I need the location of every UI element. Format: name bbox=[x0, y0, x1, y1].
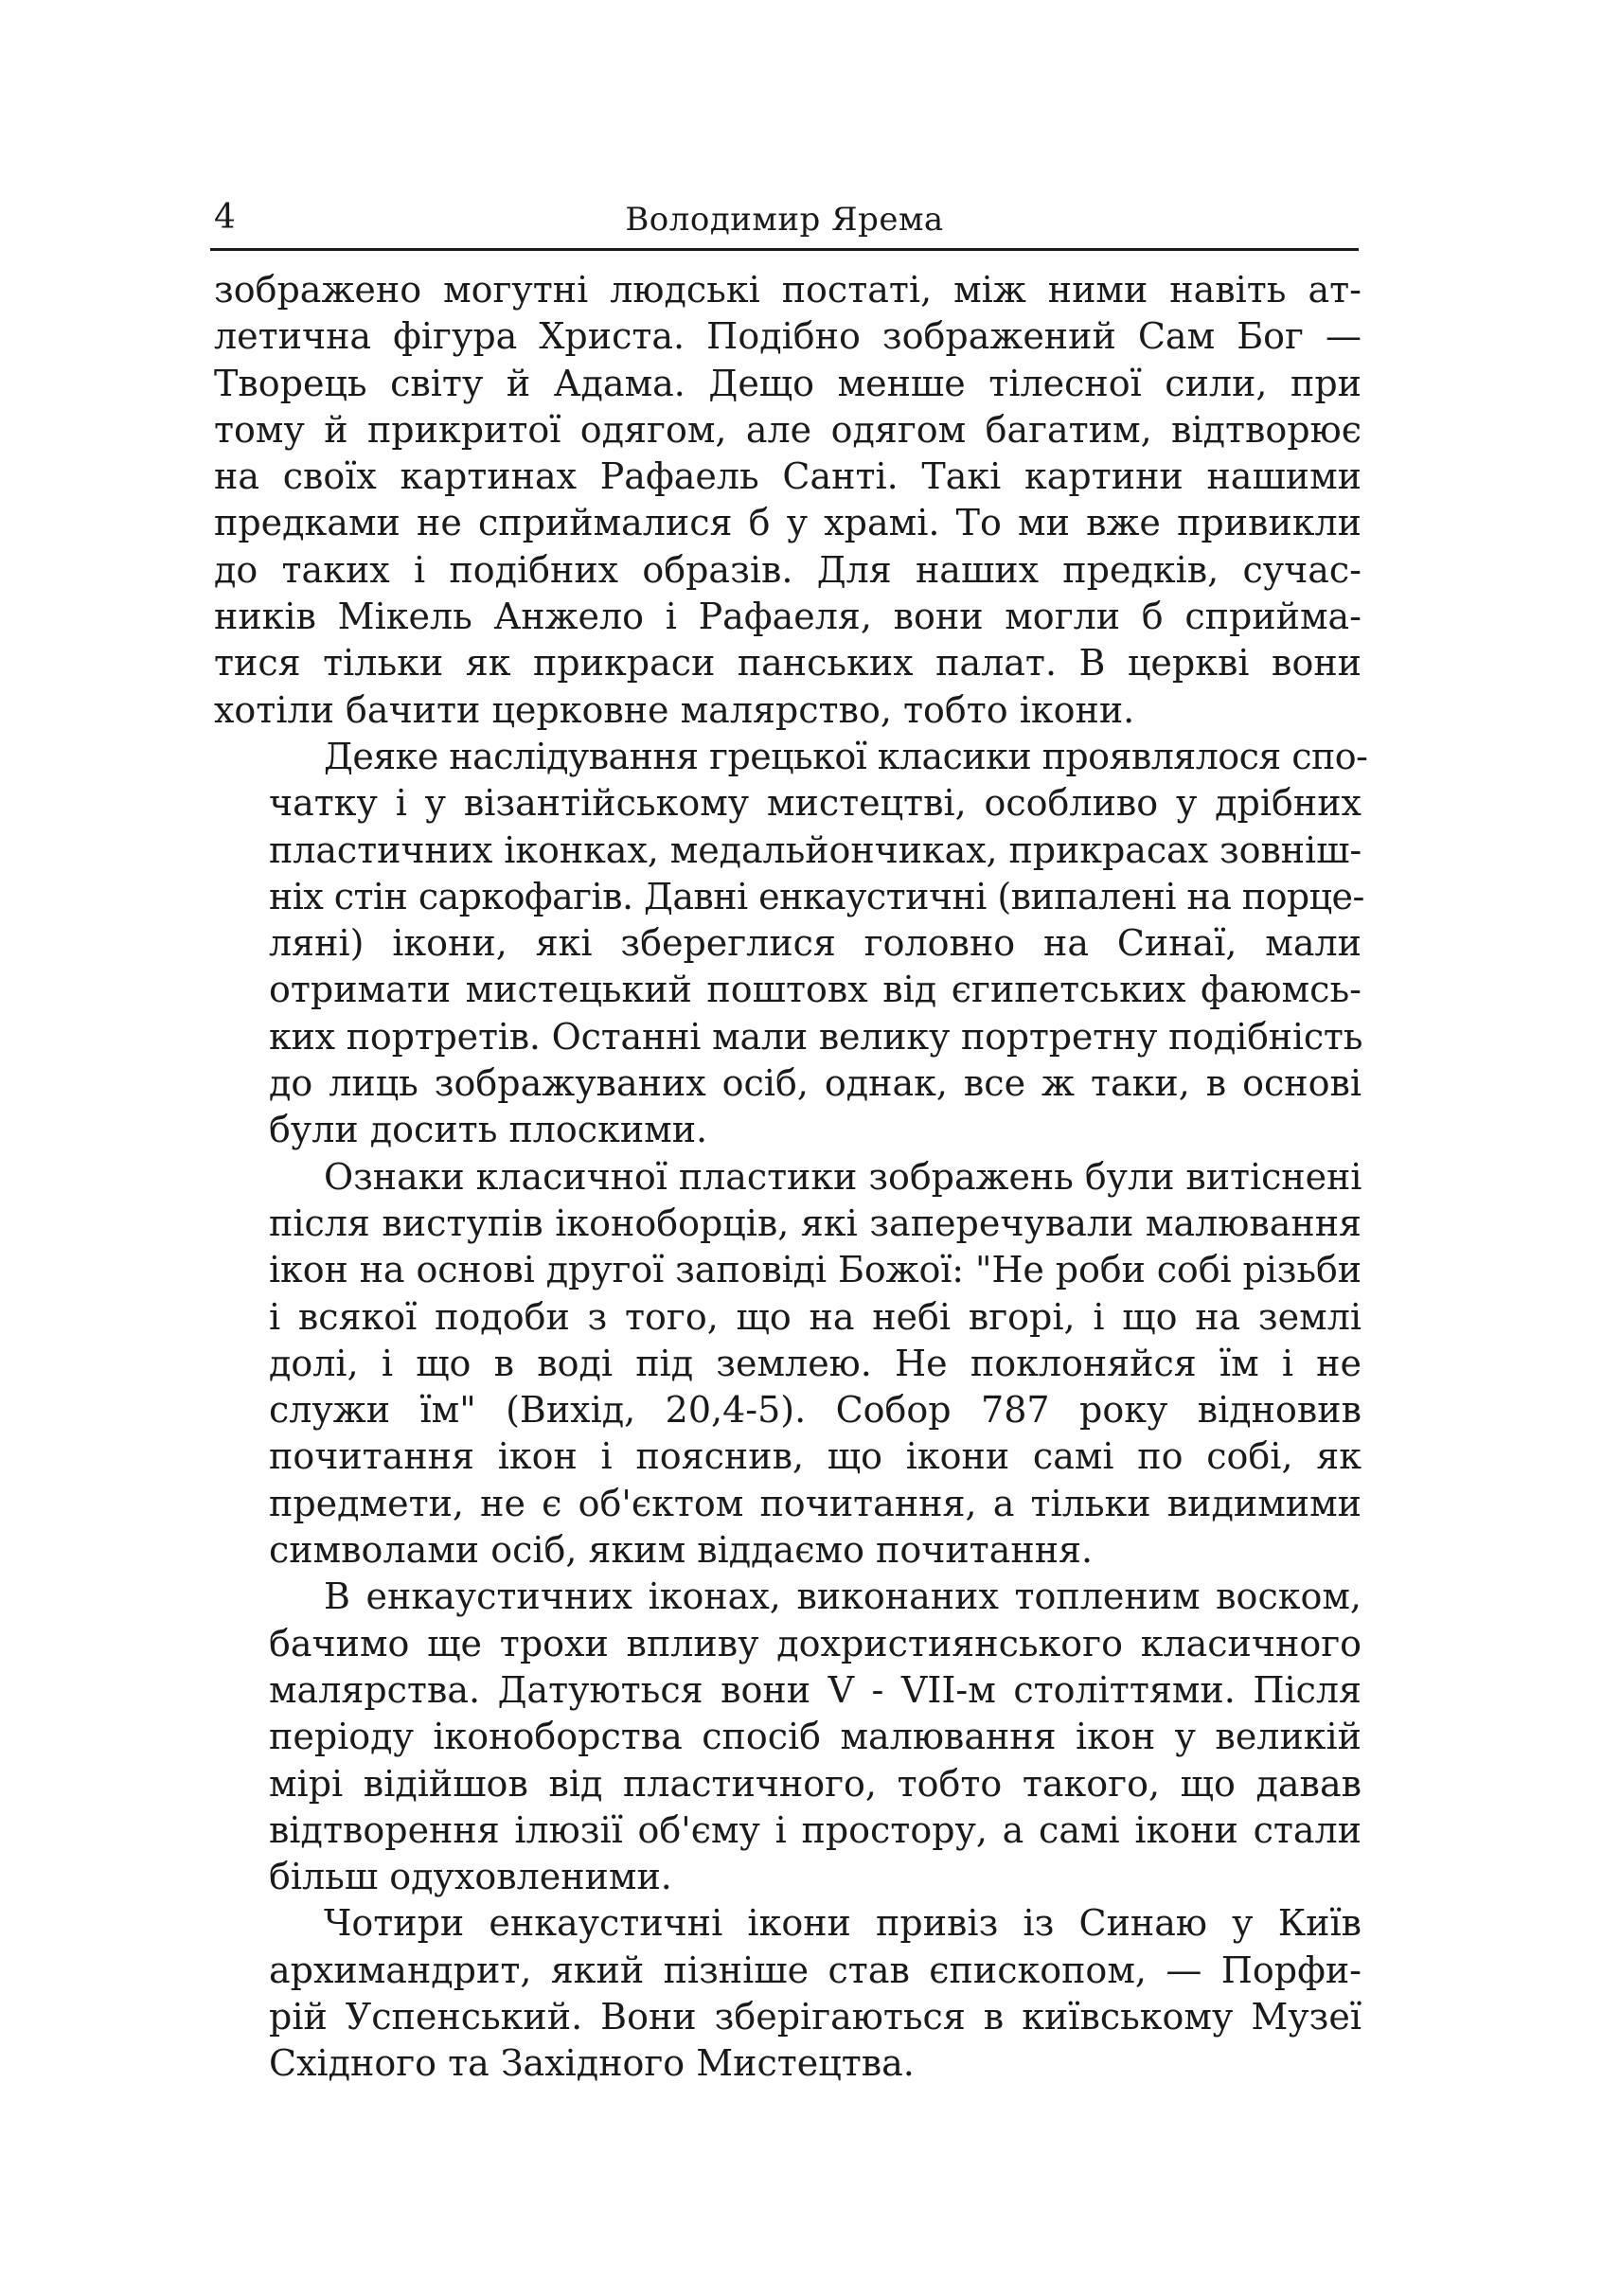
text-line: архимандрит, який пізніше став єпископом, — Порфи- bbox=[269, 1949, 1362, 1991]
text-line: рій Успенський. Вони зберігаються в київському Музеї bbox=[269, 1995, 1362, 2038]
text-line: пластичних іконках, медальйончиках, прикрасах зовніш- bbox=[269, 828, 1362, 871]
text-line: ніх стін саркофагів. Давні енкаустичні (випалені на порце- bbox=[269, 875, 1364, 917]
paragraph bbox=[214, 734, 1368, 1154]
paragraph bbox=[214, 1900, 1362, 2087]
text-line: хотіли бачити церковне малярство, тобто ікони. bbox=[214, 688, 1135, 731]
text-line: Деяке наслідування грецької класики проявлялося спо- bbox=[324, 735, 1368, 777]
text-line: почитання ікон і пояснив, що ікони самі по собі, як bbox=[269, 1435, 1362, 1478]
text-line: до таких і подібних образів. Для наших предків, сучас- bbox=[214, 548, 1362, 591]
paragraph bbox=[214, 1154, 1362, 1575]
text-line: були досить плоскими. bbox=[269, 1109, 708, 1151]
text-line: ляні) ікони, які збереглися головно на Синаї, мали bbox=[269, 922, 1362, 965]
text-line: символами осіб, яким віддаємо почитання. bbox=[269, 1529, 1094, 1572]
text-line: служи їм" (Вихід, 20,4-5). Собор 787 року відновив bbox=[269, 1389, 1362, 1432]
paragraph bbox=[214, 1574, 1362, 1900]
text-line: предками не сприймалися б у храмі. То ми вже привикли bbox=[214, 502, 1362, 544]
text-line: предмети, не є об'єктом почитання, а тільки видимими bbox=[269, 1482, 1362, 1524]
running-title: Володимир Ярема bbox=[625, 201, 944, 239]
text-line: мірі відійшов від пластичного, тобто такого, що давав bbox=[269, 1762, 1362, 1805]
running-head bbox=[210, 191, 1359, 251]
text-line: ників Мікель Анжело і Рафаеля, вони могли б сприйма- bbox=[214, 596, 1362, 638]
text-line: відтворення ілюзії об'єму і простору, а самі ікони стали bbox=[269, 1808, 1362, 1851]
text-line: Творець світу й Адама. Дещо менше тілесної сили, при bbox=[214, 362, 1362, 404]
body-text bbox=[214, 267, 1368, 2088]
text-line: Східного та Західного Мистецтва. bbox=[269, 2042, 915, 2085]
text-line: і всякої подоби з того, що на небі вгорі, і що на землі bbox=[269, 1295, 1362, 1338]
text-line: до лиць зображуваних осіб, однак, все ж таки, в основі bbox=[269, 1062, 1362, 1105]
paragraph bbox=[214, 267, 1362, 734]
text-line: отримати мистецький поштовх від єгипетських фаюмсь- bbox=[269, 969, 1362, 1011]
text-line: долі, і що в воді під землею. Не поклоняйся їм і не bbox=[269, 1342, 1362, 1384]
text-line: після виступів іконоборців, які заперечували малювання bbox=[269, 1201, 1362, 1244]
text-line: чатку і у візантійському мистецтві, особливо у дрібних bbox=[269, 782, 1362, 825]
text-line: тися тільки як прикраси панських палат. В церкві вони bbox=[214, 642, 1362, 685]
text-line: летична фігура Христа. Подібно зображений Сам Бог — bbox=[214, 315, 1362, 358]
page-number: 4 bbox=[214, 198, 236, 237]
text-line: Ознаки класичної пластики зображень були витіснені bbox=[324, 1155, 1362, 1198]
text-line: бачимо ще трохи впливу дохристиянського класичного bbox=[269, 1622, 1362, 1664]
text-line: тому й прикритої одягом, але одягом багатим, відтворює bbox=[214, 408, 1362, 451]
text-line: зображено могутні людські постаті, між ними навіть ат- bbox=[214, 269, 1362, 311]
text-line: на своїх картинах Рафаель Санті. Такі картини нашими bbox=[214, 455, 1362, 498]
text-line: Чотири енкаустичні ікони привіз із Синаю у Київ bbox=[324, 1902, 1362, 1945]
text-line: ких портретів. Останні мали велику портретну подібність bbox=[269, 1015, 1363, 1058]
text-line: малярства. Датуються вони V - VII-м століттями. Після bbox=[269, 1668, 1362, 1711]
text-line: В енкаустичних іконах, виконаних топленим воском, bbox=[324, 1575, 1362, 1618]
text-line: періоду іконоборства спосіб малювання ікон у великій bbox=[269, 1716, 1362, 1758]
text-line: більш одуховленими. bbox=[269, 1856, 672, 1898]
text-line: ікон на основі другої заповіді Божої: "Не роби собі різьби bbox=[269, 1249, 1362, 1291]
